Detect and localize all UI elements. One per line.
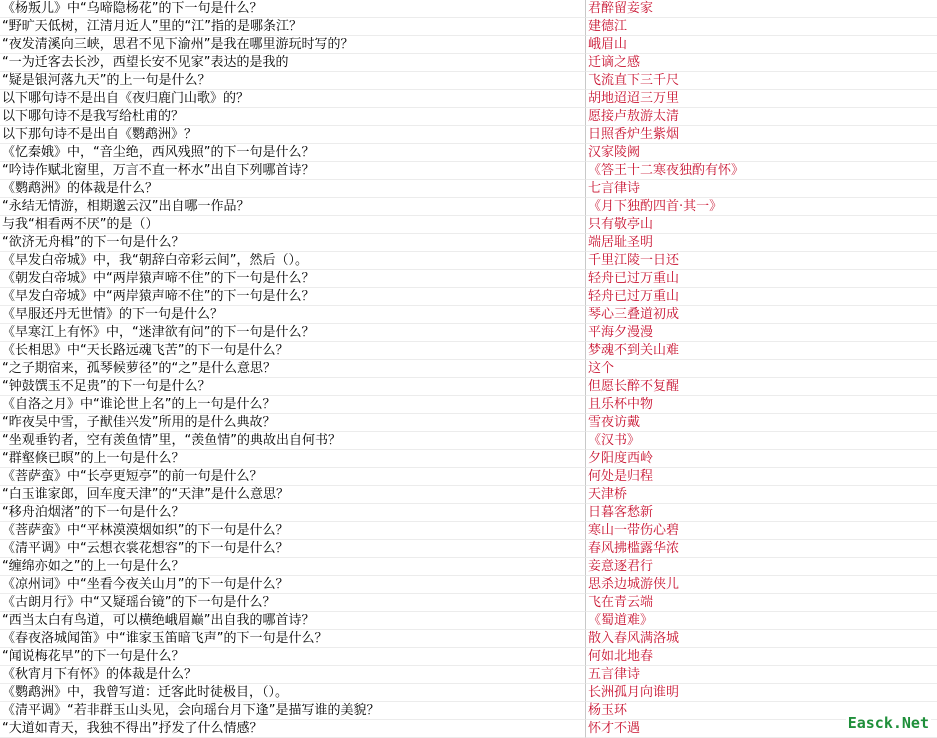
answer-cell: 轻舟已过万重山 [586, 288, 937, 306]
answer-cell: 胡地迢迢三万里 [586, 90, 937, 108]
answer-cell: 君醉留妾家 [586, 0, 937, 18]
table-row [0, 288, 937, 306]
question-cell: 《古朗月行》中“又疑瑶台镜”的下一句是什么？ [0, 594, 586, 612]
answer-cell: 日暮客愁新 [586, 504, 937, 522]
answer-cell: 思杀边城游侠儿 [586, 576, 937, 594]
question-cell: “西当太白有鸟道，可以横绝峨眉巅”出自我的哪首诗？ [0, 612, 586, 630]
answer-cell: 《答王十二寒夜独酌有怀》 [586, 162, 937, 180]
answer-cell: 长洲孤月向谁明 [586, 684, 937, 702]
answer-cell: 寒山一带伤心碧 [586, 522, 937, 540]
question-cell: “夜发清溪向三峡，思君不见下渝州”是我在哪里游玩时写的？ [0, 36, 586, 54]
table-row [0, 504, 937, 522]
question-cell: “永结无情游，相期邈云汉”出自哪一作品？ [0, 198, 586, 216]
question-cell: 《早发白帝城》中，我“朝辞白帝彩云间”，然后（）。 [0, 252, 586, 270]
answer-cell: 但愿长醉不复醒 [586, 378, 937, 396]
table-row [0, 486, 937, 504]
table-row [0, 162, 937, 180]
answer-cell: 何如北地春 [586, 648, 937, 666]
question-cell: 《鹦鹉洲》中，我曾写道：迁客此时徒极目，（）。 [0, 684, 586, 702]
table-row [0, 108, 937, 126]
table-row [0, 36, 937, 54]
answer-cell: 梦魂不到关山难 [586, 342, 937, 360]
table-row [0, 450, 937, 468]
question-cell: 《忆秦娥》中，“音尘绝，西风残照”的下一句是什么？ [0, 144, 586, 162]
question-cell: “坐观垂钓者，空有羡鱼情”里，“羡鱼情”的典故出自何书？ [0, 432, 586, 450]
question-cell: “昨夜吴中雪，子猷佳兴发”所用的是什么典故？ [0, 414, 586, 432]
answer-cell: 《汉书》 [586, 432, 937, 450]
answer-cell: 琴心三叠道初成 [586, 306, 937, 324]
answer-cell: 峨眉山 [586, 36, 937, 54]
table-row [0, 414, 937, 432]
answer-cell: 飞在青云端 [586, 594, 937, 612]
table-row [0, 0, 937, 18]
question-cell: 以下哪句诗不是我写给杜甫的？ [0, 108, 586, 126]
answer-cell: 夕阳度西岭 [586, 450, 937, 468]
answer-cell: 杨玉环 [586, 702, 937, 720]
table-row [0, 468, 937, 486]
question-cell: 《菩萨蛮》中“长亭更短亭”的前一句是什么？ [0, 468, 586, 486]
answer-cell: 天津桥 [586, 486, 937, 504]
answer-cell: 平海夕漫漫 [586, 324, 937, 342]
question-cell: 《自洛之月》中“谁论世上名”的上一句是什么？ [0, 396, 586, 414]
table-row [0, 576, 937, 594]
question-cell: 《长相思》中“天长路远魂飞苦”的下一句是什么？ [0, 342, 586, 360]
question-cell: “野旷天低树，江清月近人”里的“江”指的是哪条江？ [0, 18, 586, 36]
question-cell: “大道如青天，我独不得出”抒发了什么情感？ [0, 720, 586, 738]
table-row [0, 558, 937, 576]
table-row [0, 594, 937, 612]
question-cell: 《早发白帝城》中“两岸猿声啼不住”的下一句是什么？ [0, 288, 586, 306]
question-cell: “钟鼓馔玉不足贵”的下一句是什么？ [0, 378, 586, 396]
answer-cell: 千里江陵一日还 [586, 252, 937, 270]
table-row [0, 396, 937, 414]
answer-cell: 只有敬亭山 [586, 216, 937, 234]
question-cell: “之子期宿来，孤琴候萝径”的“之”是什么意思？ [0, 360, 586, 378]
question-cell: 《早服还丹无世情》的下一句是什么？ [0, 306, 586, 324]
table-row [0, 702, 937, 720]
question-cell: 《凉州词》中“坐看今夜关山月”的下一句是什么？ [0, 576, 586, 594]
question-cell: 《清平调》中“云想衣裳花想容”的下一句是什么？ [0, 540, 586, 558]
table-row [0, 360, 937, 378]
table-row [0, 270, 937, 288]
answer-cell: 日照香炉生紫烟 [586, 126, 937, 144]
table-row [0, 198, 937, 216]
table-row [0, 630, 937, 648]
answer-cell: 愿接卢敖游太清 [586, 108, 937, 126]
answer-cell: 且乐杯中物 [586, 396, 937, 414]
question-cell: “缠绵亦如之”的上一句是什么？ [0, 558, 586, 576]
question-cell: “吟诗作赋北窗里，万言不直一杯水”出自下列哪首诗？ [0, 162, 586, 180]
table-row [0, 54, 937, 72]
question-cell: “欲济无舟楫”的下一句是什么？ [0, 234, 586, 252]
table-row [0, 720, 937, 738]
answer-cell: 何处是归程 [586, 468, 937, 486]
table-row [0, 342, 937, 360]
answer-cell: 春风拂槛露华浓 [586, 540, 937, 558]
question-cell: 《鹦鹉洲》的体裁是什么？ [0, 180, 586, 198]
answer-cell: 五言律诗 [586, 666, 937, 684]
table-row [0, 324, 937, 342]
question-cell: “闻说梅花早”的下一句是什么？ [0, 648, 586, 666]
table-row [0, 234, 937, 252]
table-row [0, 522, 937, 540]
question-cell: 《菩萨蛮》中“平林漠漠烟如织”的下一句是什么？ [0, 522, 586, 540]
table-row [0, 72, 937, 90]
answer-cell: 《月下独酌四首·其一》 [586, 198, 937, 216]
question-cell: 以下那句诗不是出自《鹦鹉洲》？ [0, 126, 586, 144]
question-cell: 以下哪句诗不是出自《夜归鹿门山歌》的？ [0, 90, 586, 108]
table-row [0, 144, 937, 162]
table-row [0, 252, 937, 270]
answer-cell: 妾意逐君行 [586, 558, 937, 576]
question-cell: 《秋宵月下有怀》的体裁是什么？ [0, 666, 586, 684]
answer-cell: 《蜀道难》 [586, 612, 937, 630]
question-cell: “疑是银河落九天”的上一句是什么？ [0, 72, 586, 90]
table-row [0, 648, 937, 666]
answer-cell: 端居耻圣明 [586, 234, 937, 252]
answer-cell: 怀才不遇 [586, 720, 937, 738]
question-cell: 《春夜洛城闻笛》中“谁家玉笛暗飞声”的下一句是什么？ [0, 630, 586, 648]
table-row [0, 378, 937, 396]
question-cell: “移舟泊烟渚”的下一句是什么？ [0, 504, 586, 522]
table-row [0, 540, 937, 558]
question-cell: 与我“相看两不厌”的是（） [0, 216, 586, 234]
answer-cell: 迁谪之感 [586, 54, 937, 72]
answer-cell: 汉家陵阙 [586, 144, 937, 162]
question-cell: “白玉谁家郎，回车度天津”的“天津”是什么意思？ [0, 486, 586, 504]
table-row [0, 18, 937, 36]
table-row [0, 666, 937, 684]
question-cell: 《清平调》“若非群玉山头见，会向瑶台月下逢”是描写谁的美貌？ [0, 702, 586, 720]
table-row [0, 612, 937, 630]
answer-cell: 这个 [586, 360, 937, 378]
answer-cell: 飞流直下三千尺 [586, 72, 937, 90]
table-row [0, 90, 937, 108]
answer-cell: 建德江 [586, 18, 937, 36]
table-row [0, 432, 937, 450]
answer-cell: 散入春风满洛城 [586, 630, 937, 648]
question-cell: 《朝发白帝城》中“两岸猿声啼不住”的下一句是什么？ [0, 270, 586, 288]
question-cell: “群壑倏已暝”的上一句是什么？ [0, 450, 586, 468]
table-row [0, 216, 937, 234]
question-cell: “一为迁客去长沙，西望长安不见家”表达的是我的 [0, 54, 586, 72]
table-row [0, 126, 937, 144]
question-cell: 《杨叛儿》中“乌啼隐杨花”的下一句是什么？ [0, 0, 586, 18]
site-watermark: Easck.Net [847, 714, 929, 732]
answer-cell: 雪夜访戴 [586, 414, 937, 432]
answer-cell: 轻舟已过万重山 [586, 270, 937, 288]
question-cell: 《早寒江上有怀》中，“迷津欲有问”的下一句是什么？ [0, 324, 586, 342]
table-row [0, 180, 937, 198]
table-row [0, 306, 937, 324]
answer-cell: 七言律诗 [586, 180, 937, 198]
table-row [0, 684, 937, 702]
